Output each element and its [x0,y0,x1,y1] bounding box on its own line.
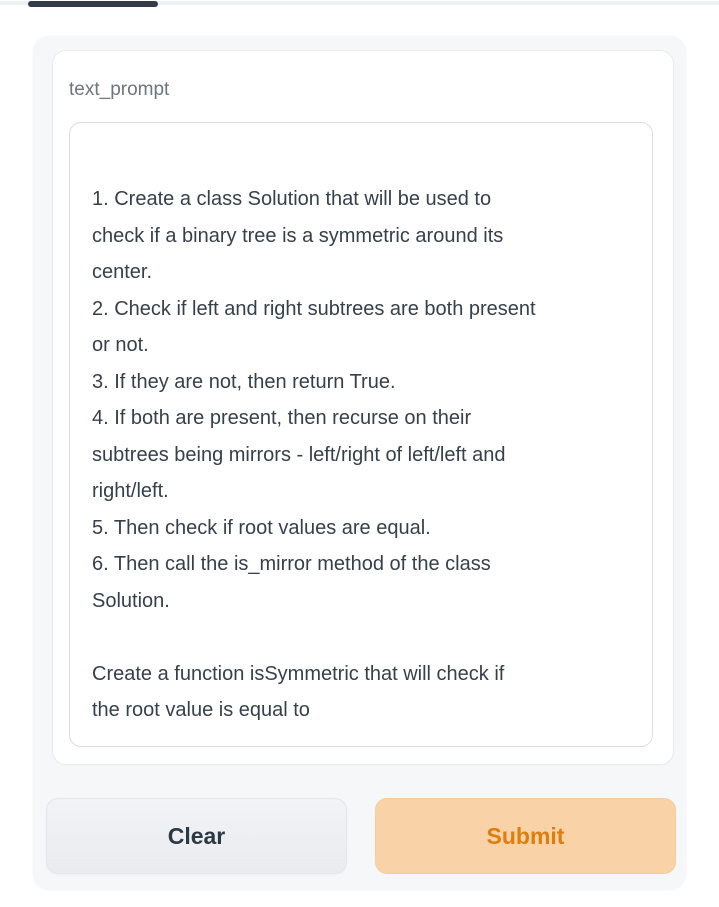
text-prompt-textarea[interactable] [69,122,653,747]
submit-button[interactable]: Submit [375,798,676,874]
form-panel [33,36,686,890]
clear-button[interactable]: Clear [46,798,347,874]
top-scrollbar-track[interactable] [0,1,719,5]
text-prompt-label: text_prompt [69,79,170,100]
text-prompt-card [52,50,674,765]
top-scrollbar-thumb[interactable] [28,1,158,7]
